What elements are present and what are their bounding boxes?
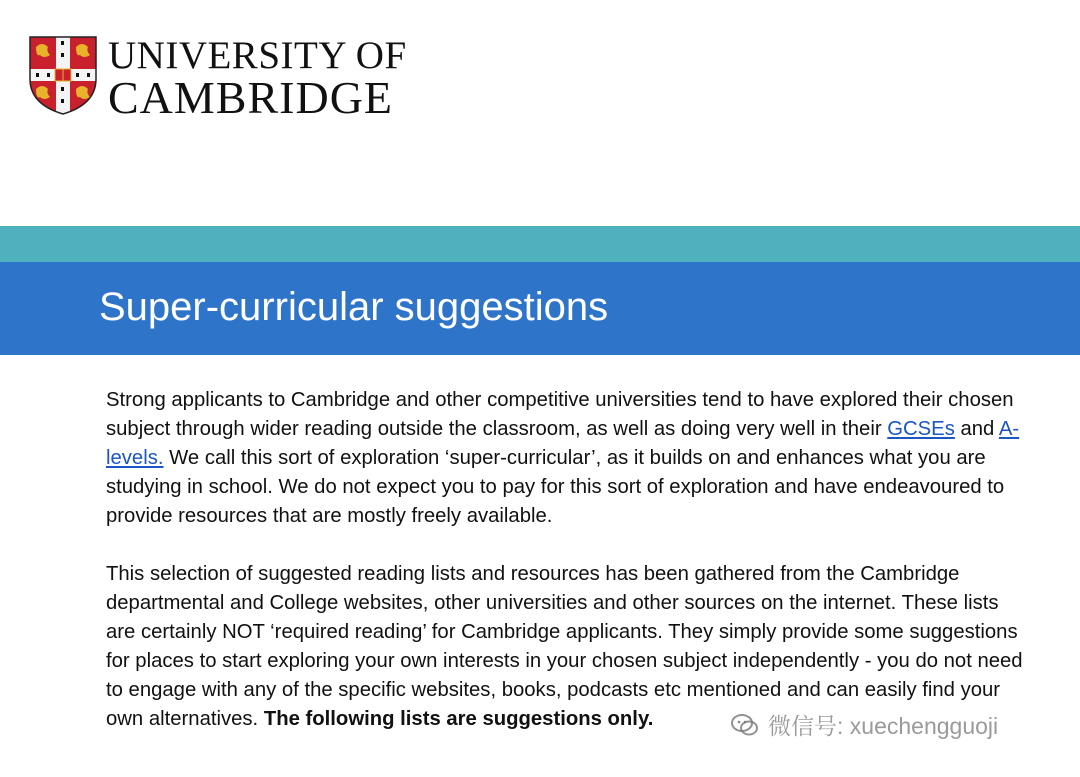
wechat-watermark (730, 708, 998, 741)
wordmark-line-1: UNIVERSITY OF (108, 34, 407, 77)
wechat-icon (730, 710, 760, 740)
university-wordmark (108, 35, 407, 121)
wordmark-line-2: CAMBRIDGE (108, 72, 394, 123)
document-body (106, 386, 1026, 734)
university-logo (28, 35, 407, 121)
intro-text-continued: We call this sort of exploration ‘super-curricular’, as it builds on and enhances what you are studying in school. We do not expect you to pay for this sort of exploration and have endeavoured to provide resources that are mostly freely available. (106, 447, 1005, 527)
intro-text: Strong applicants to Cambridge and other competitive universities tend to have explored their chosen subject through wider reading outside the classroom, as well as doing very well in their (106, 389, 1014, 440)
intro-paragraph (106, 386, 1026, 531)
gcses-link[interactable]: GCSEs (887, 418, 955, 440)
page-title: Super-curricular suggestions (99, 285, 609, 329)
suggestions-only-note: The following lists are suggestions only. (263, 708, 654, 730)
watermark-text: 微信号: xuechengguoji (768, 713, 999, 739)
teal-accent-band (0, 226, 1080, 262)
a-levels-link[interactable]: A-levels. (106, 418, 1020, 469)
cambridge-coat-of-arms-icon (28, 35, 98, 115)
connector-text: and (954, 418, 999, 440)
selection-text: This selection of suggested reading lists and resources has been gathered from the Cambridge departmental and College websites, other universities and other sources on the internet. These lists are certainly NOT ‘required reading’ for Cambridge applicants. They simply provide some suggestions for places to start exploring your own interests in your chosen subject independently - you do not need to engage with any of the specific websites, books, podcasts etc mentioned and can easily find your own alternatives. (106, 563, 1023, 730)
